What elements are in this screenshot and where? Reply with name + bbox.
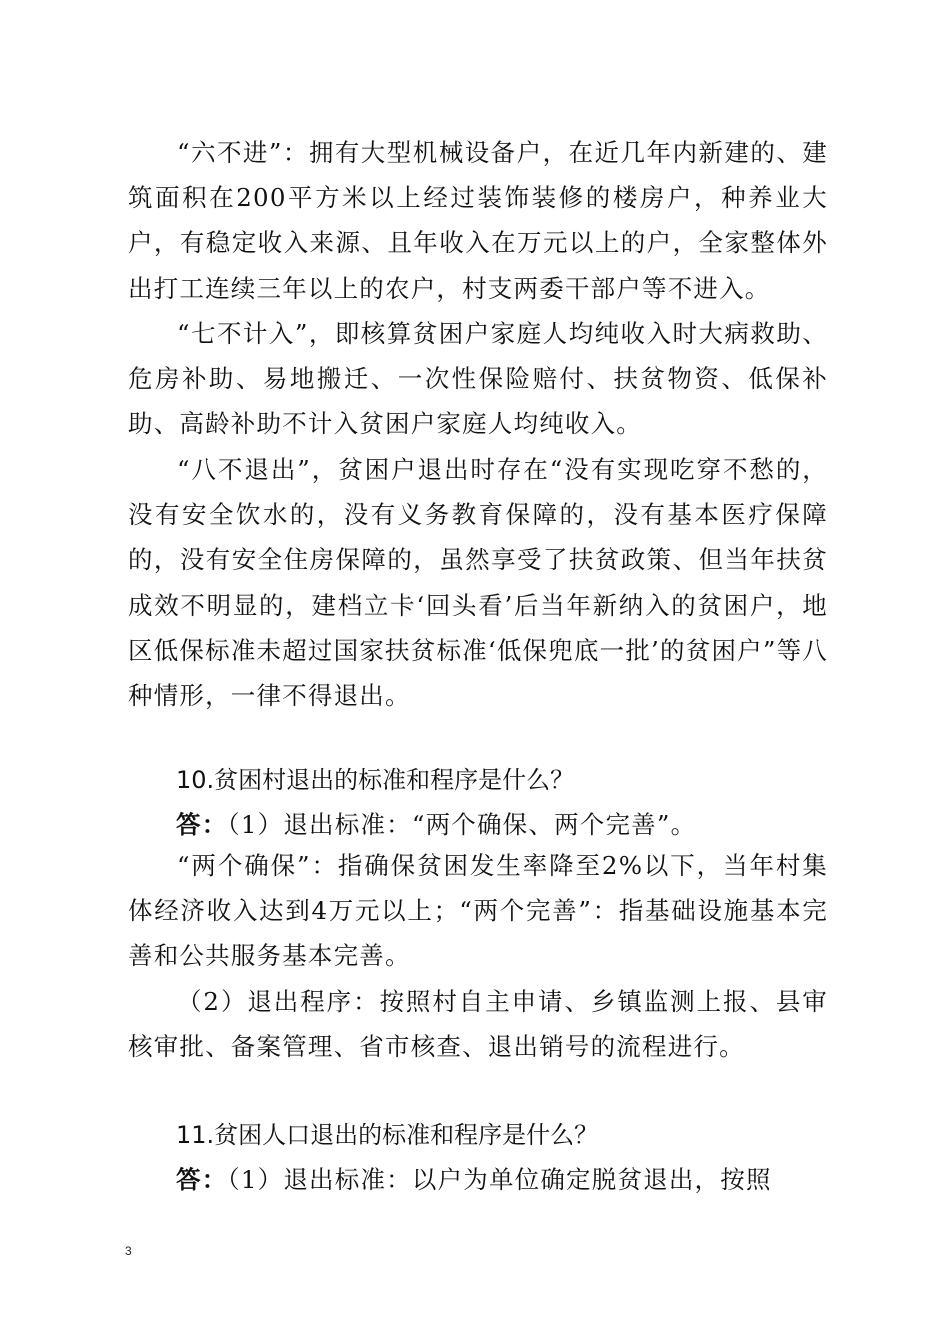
answer-text: （1）退出标准：以户为单位确定脱贫退出，按照 xyxy=(227,1165,772,1194)
question-10-standard-detail: “两个确保”：指确保贫困发生率降至2%以下，当年村集体经济收入达到4万元以上；“两个完善”：指基础设施基本完善和公共服务基本完善。 xyxy=(128,851,828,971)
paragraph-liu-bu-jin: “六不进”：拥有大型机械设备户，在近几年内新建的、建筑面积在200平方米以上经过装饰装修的楼房户，种养业大户，有稳定收入来源、且年收入在万元以上的户，全家整体外出打工连续三年以上的农户，村支两委干部户等不进入。 xyxy=(128,138,828,303)
answer-label: 答： xyxy=(176,810,228,839)
question-11-answer xyxy=(176,1163,772,1197)
question-10-heading: 10.贫困村退出的标准和程序是什么？ xyxy=(176,766,575,794)
question-10-procedure: （2）退出程序：按照村自主申请、乡镇监测上报、县审核审批、备案管理、省市核查、退出销号的流程进行。 xyxy=(128,987,828,1062)
answer-label: 答： xyxy=(176,1165,228,1194)
question-11-heading: 11.贫困人口退出的标准和程序是什么？ xyxy=(176,1121,599,1149)
page-number: 3 xyxy=(125,1244,132,1258)
paragraph-qi-bu-jiru: “七不计入”，即核算贫困户家庭人均纯收入时大病救助、危房补助、易地搬迁、一次性保险赔付、扶贫物资、低保补助、高龄补助不计入贫困户家庭人均纯收入。 xyxy=(128,319,828,439)
question-10-answer xyxy=(176,808,696,842)
answer-text: （1）退出标准：“两个确保、两个完善”。 xyxy=(227,810,697,839)
paragraph-ba-bu-tuichu: “八不退出”，贫困户退出时存在“没有实现吃穿不愁的，没有安全饮水的，没有义务教育保障的，没有基本医疗保障的，没有安全住房保障的，虽然享受了扶贫政策、但当年扶贫成效不明显的，建档立卡‘回头看’后当年新纳入的贫困户，地区低保标准未超过国家扶贫标准‘低保兜底一批’的贫困户”等八种情形，一律不得退出。 xyxy=(128,455,828,711)
